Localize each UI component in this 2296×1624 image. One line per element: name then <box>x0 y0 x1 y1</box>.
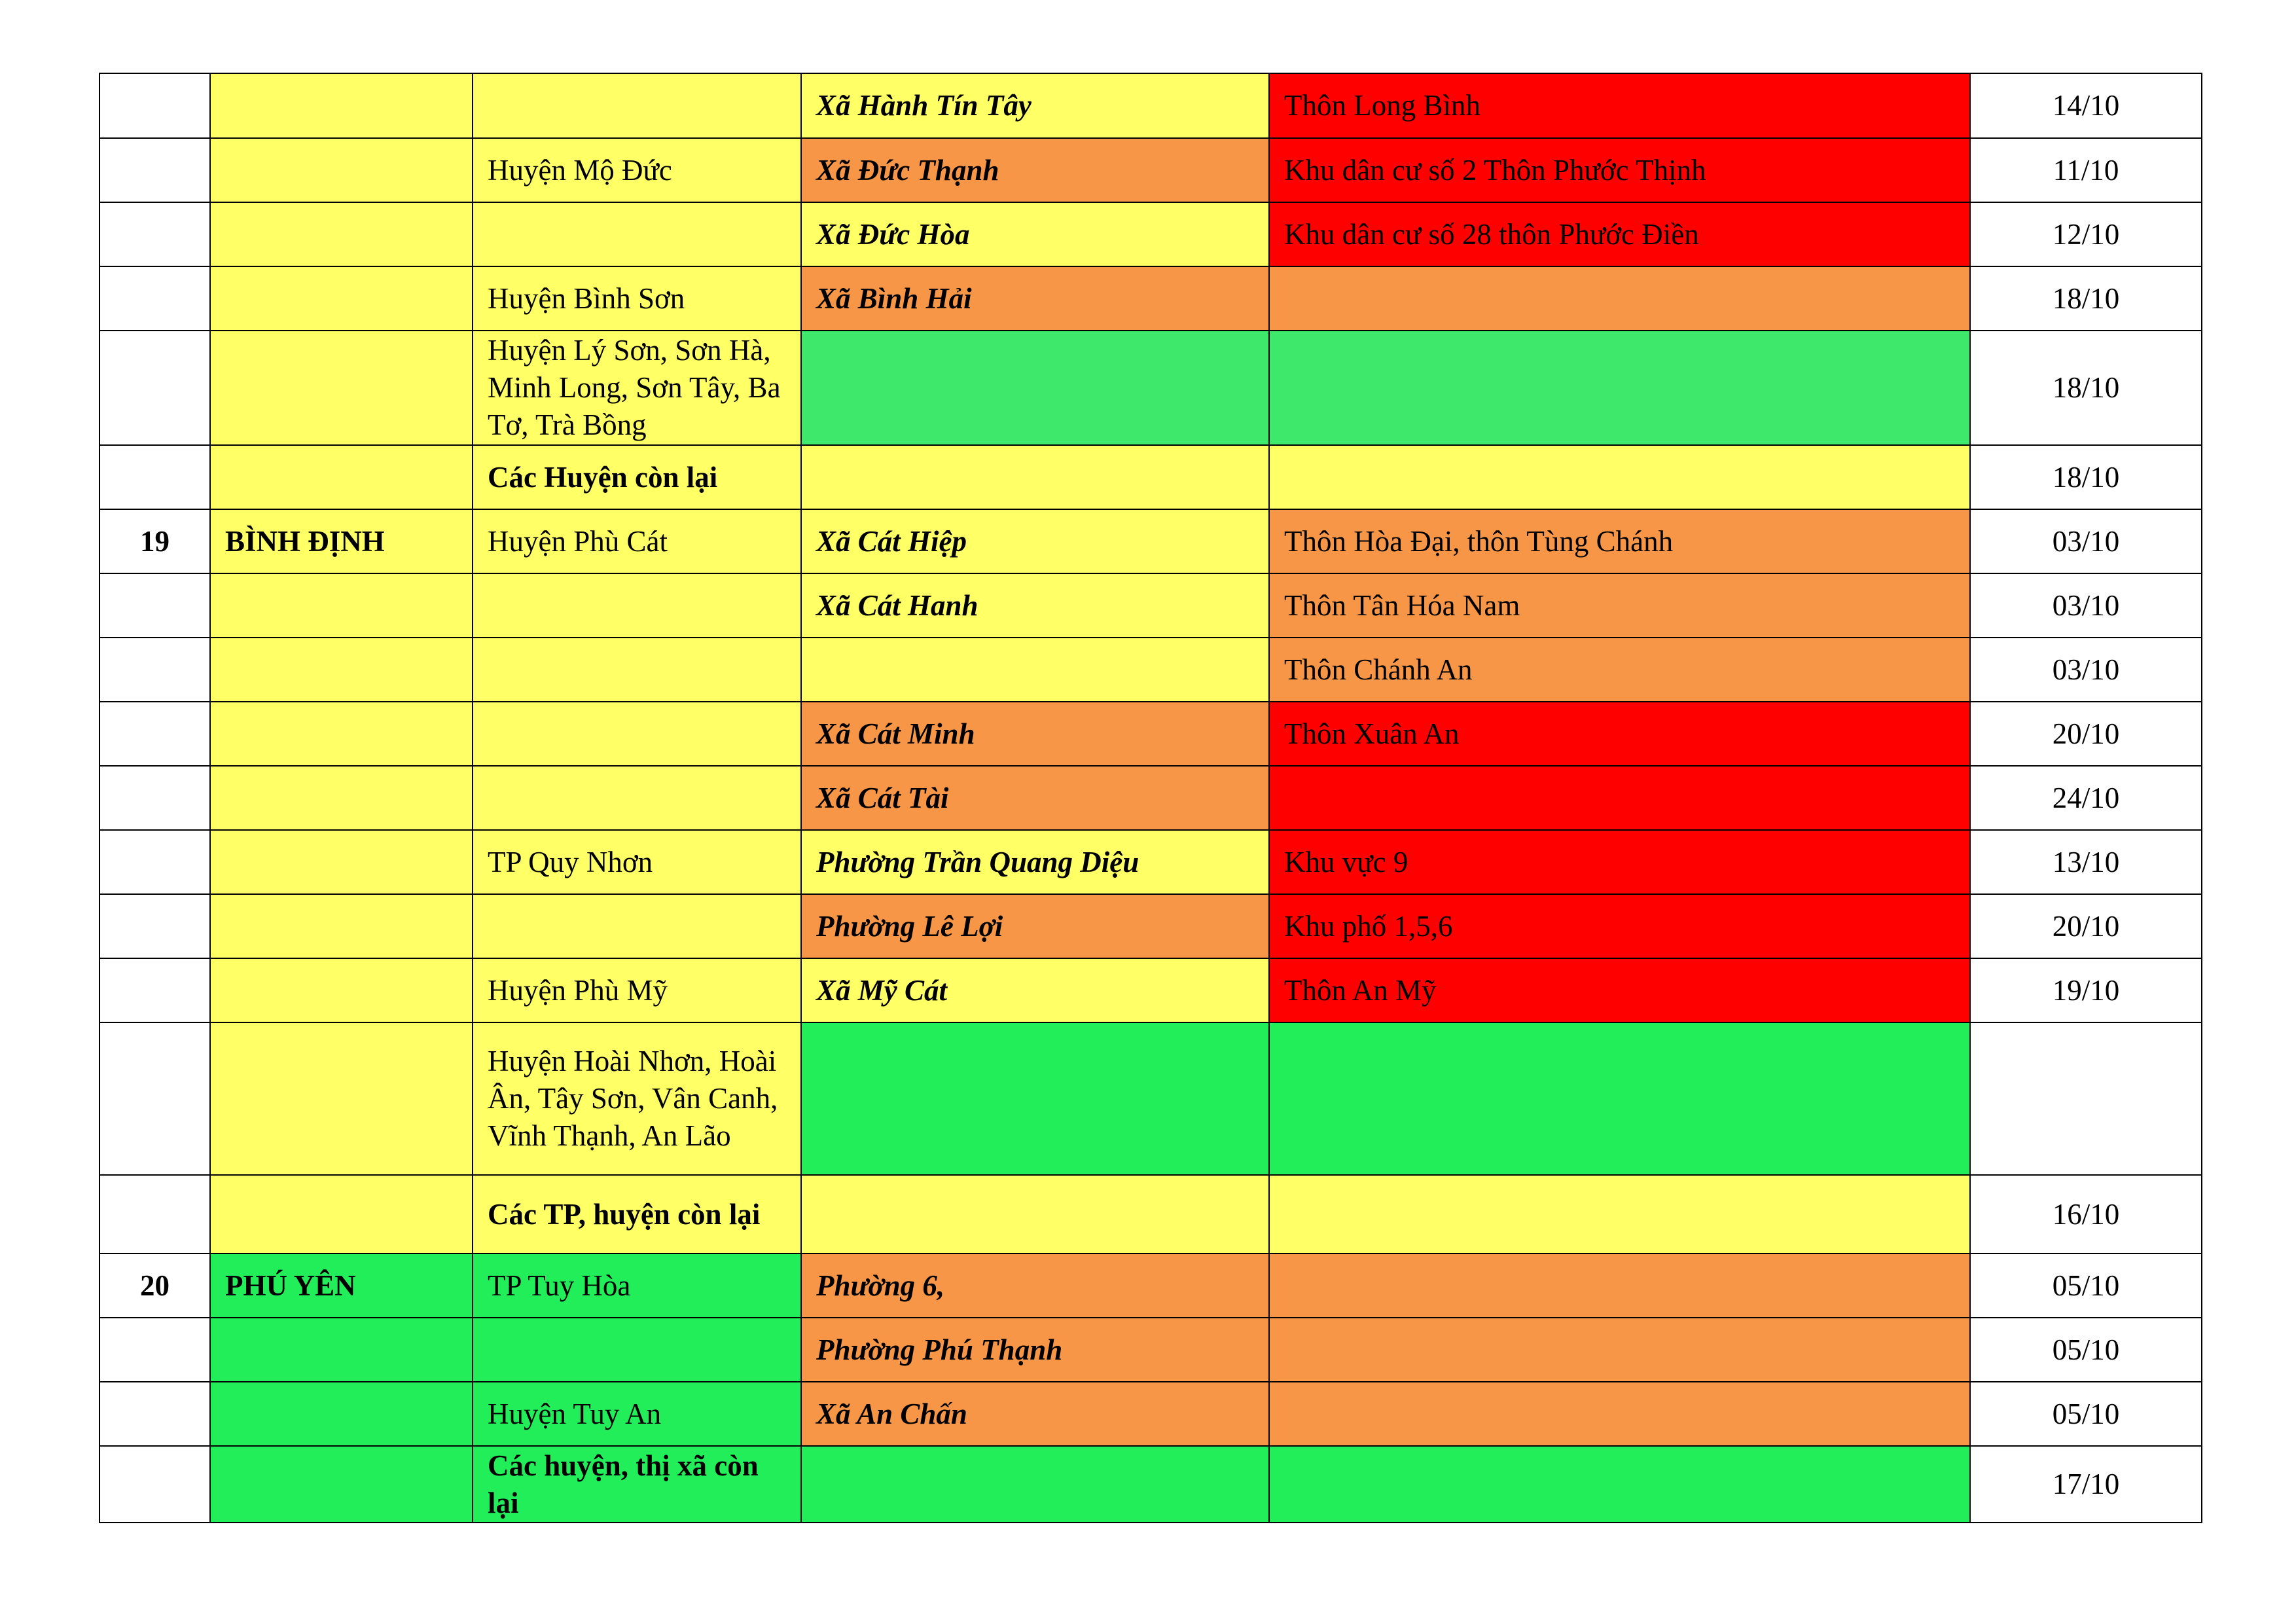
stt-cell <box>99 573 210 638</box>
district-cell <box>473 73 801 138</box>
commune-cell: Xã Mỹ Cát <box>801 958 1269 1022</box>
date-cell: 17/10 <box>1970 1446 2202 1523</box>
stt-cell: 19 <box>99 509 210 573</box>
commune-cell: Phường Lê Lợi <box>801 894 1269 958</box>
date-cell: 19/10 <box>1970 958 2202 1022</box>
district-cell: Các Huyện còn lại <box>473 445 801 509</box>
province-cell <box>210 638 473 702</box>
district-cell: Các TP, huyện còn lại <box>473 1175 801 1254</box>
stt-cell <box>99 702 210 766</box>
area-cell: Thôn Long Bình <box>1269 73 1970 138</box>
province-cell <box>210 894 473 958</box>
district-cell: TP Quy Nhơn <box>473 830 801 894</box>
area-cell: Thôn An Mỹ <box>1269 958 1970 1022</box>
area-cell: Thôn Chánh An <box>1269 638 1970 702</box>
date-cell: 12/10 <box>1970 202 2202 266</box>
commune-cell: Xã Đức Hòa <box>801 202 1269 266</box>
table-row <box>99 766 2202 830</box>
table-row <box>99 73 2202 138</box>
district-cell <box>473 702 801 766</box>
district-cell: Huyện Lý Sơn, Sơn Hà, Minh Long, Sơn Tây, Ba Tơ, Trà Bồng <box>473 331 801 445</box>
stt-cell <box>99 1318 210 1382</box>
district-cell: Huyện Mộ Đức <box>473 138 801 202</box>
commune-cell <box>801 445 1269 509</box>
commune-cell: Phường 6, <box>801 1254 1269 1318</box>
stt-cell <box>99 830 210 894</box>
date-cell: 20/10 <box>1970 894 2202 958</box>
date-cell: 14/10 <box>1970 73 2202 138</box>
stt-cell <box>99 331 210 445</box>
province-cell <box>210 1318 473 1382</box>
province-cell <box>210 702 473 766</box>
commune-cell: Xã Cát Hanh <box>801 573 1269 638</box>
table-row <box>99 1175 2202 1254</box>
district-cell: Huyện Hoài Nhơn, Hoài Ân, Tây Sơn, Vân Canh, Vĩnh Thạnh, An Lão <box>473 1022 801 1175</box>
commune-cell: Xã An Chấn <box>801 1382 1269 1446</box>
table-row <box>99 202 2202 266</box>
province-cell <box>210 830 473 894</box>
stt-cell <box>99 1446 210 1523</box>
table-row <box>99 638 2202 702</box>
stt-cell: 20 <box>99 1254 210 1318</box>
date-cell <box>1970 1022 2202 1175</box>
province-cell <box>210 573 473 638</box>
area-cell: Thôn Xuân An <box>1269 702 1970 766</box>
area-cell <box>1269 445 1970 509</box>
stt-cell <box>99 138 210 202</box>
date-cell: 05/10 <box>1970 1382 2202 1446</box>
district-cell: Các huyện, thị xã còn lại <box>473 1446 801 1523</box>
area-cell: Thôn Hòa Đại, thôn Tùng Chánh <box>1269 509 1970 573</box>
stt-cell <box>99 202 210 266</box>
stt-cell <box>99 73 210 138</box>
date-cell: 18/10 <box>1970 331 2202 445</box>
stt-cell <box>99 894 210 958</box>
date-cell: 05/10 <box>1970 1254 2202 1318</box>
area-cell <box>1269 1022 1970 1175</box>
province-cell <box>210 1382 473 1446</box>
commune-cell <box>801 331 1269 445</box>
date-cell: 20/10 <box>1970 702 2202 766</box>
date-cell: 03/10 <box>1970 509 2202 573</box>
province-cell <box>210 331 473 445</box>
district-cell <box>473 894 801 958</box>
commune-cell: Xã Hành Tín Tây <box>801 73 1269 138</box>
stt-cell <box>99 1022 210 1175</box>
date-cell: 16/10 <box>1970 1175 2202 1254</box>
province-cell <box>210 1175 473 1254</box>
area-cell: Khu dân cư số 2 Thôn Phước Thịnh <box>1269 138 1970 202</box>
stt-cell <box>99 266 210 331</box>
district-cell <box>473 1318 801 1382</box>
date-cell: 18/10 <box>1970 266 2202 331</box>
commune-cell <box>801 638 1269 702</box>
commune-cell <box>801 1175 1269 1254</box>
district-cell: Huyện Bình Sơn <box>473 266 801 331</box>
district-cell <box>473 766 801 830</box>
date-cell: 03/10 <box>1970 638 2202 702</box>
table-row <box>99 138 2202 202</box>
stt-cell <box>99 1175 210 1254</box>
area-cell <box>1269 266 1970 331</box>
commune-cell: Xã Bình Hải <box>801 266 1269 331</box>
area-cell: Khu dân cư số 28 thôn Phước Điền <box>1269 202 1970 266</box>
area-cell <box>1269 1175 1970 1254</box>
table-row <box>99 266 2202 331</box>
province-cell <box>210 445 473 509</box>
date-cell: 13/10 <box>1970 830 2202 894</box>
area-cell <box>1269 1318 1970 1382</box>
stt-cell <box>99 638 210 702</box>
province-cell: PHÚ YÊN <box>210 1254 473 1318</box>
table-row <box>99 1022 2202 1175</box>
table-row <box>99 331 2202 445</box>
district-cell <box>473 202 801 266</box>
date-cell: 03/10 <box>1970 573 2202 638</box>
zoning-table <box>99 73 2202 1523</box>
area-cell <box>1269 766 1970 830</box>
province-cell <box>210 766 473 830</box>
table-row <box>99 958 2202 1022</box>
district-cell <box>473 573 801 638</box>
table-row <box>99 1446 2202 1523</box>
table-row <box>99 830 2202 894</box>
table-row <box>99 1318 2202 1382</box>
province-cell <box>210 1022 473 1175</box>
commune-cell <box>801 1446 1269 1523</box>
commune-cell: Xã Cát Tài <box>801 766 1269 830</box>
area-cell: Khu vực 9 <box>1269 830 1970 894</box>
stt-cell <box>99 445 210 509</box>
date-cell: 18/10 <box>1970 445 2202 509</box>
table-row <box>99 894 2202 958</box>
commune-cell: Xã Cát Minh <box>801 702 1269 766</box>
area-cell: Khu phố 1,5,6 <box>1269 894 1970 958</box>
commune-cell: Phường Phú Thạnh <box>801 1318 1269 1382</box>
commune-cell: Xã Cát Hiệp <box>801 509 1269 573</box>
table-row <box>99 445 2202 509</box>
table-row <box>99 1254 2202 1318</box>
table-row <box>99 702 2202 766</box>
district-cell <box>473 638 801 702</box>
table-row <box>99 1382 2202 1446</box>
commune-cell <box>801 1022 1269 1175</box>
district-cell: TP Tuy Hòa <box>473 1254 801 1318</box>
date-cell: 11/10 <box>1970 138 2202 202</box>
province-cell <box>210 138 473 202</box>
stt-cell <box>99 1382 210 1446</box>
province-cell <box>210 73 473 138</box>
province-cell <box>210 266 473 331</box>
date-cell: 24/10 <box>1970 766 2202 830</box>
commune-cell: Phường Trần Quang Diệu <box>801 830 1269 894</box>
district-cell: Huyện Tuy An <box>473 1382 801 1446</box>
commune-cell: Xã Đức Thạnh <box>801 138 1269 202</box>
district-cell: Huyện Phù Cát <box>473 509 801 573</box>
province-cell <box>210 202 473 266</box>
area-cell <box>1269 1382 1970 1446</box>
province-cell <box>210 958 473 1022</box>
district-cell: Huyện Phù Mỹ <box>473 958 801 1022</box>
province-cell: BÌNH ĐỊNH <box>210 509 473 573</box>
table-row <box>99 509 2202 573</box>
stt-cell <box>99 958 210 1022</box>
area-cell: Thôn Tân Hóa Nam <box>1269 573 1970 638</box>
province-cell <box>210 1446 473 1523</box>
area-cell <box>1269 1254 1970 1318</box>
table-row <box>99 573 2202 638</box>
area-cell <box>1269 331 1970 445</box>
date-cell: 05/10 <box>1970 1318 2202 1382</box>
area-cell <box>1269 1446 1970 1523</box>
stt-cell <box>99 766 210 830</box>
